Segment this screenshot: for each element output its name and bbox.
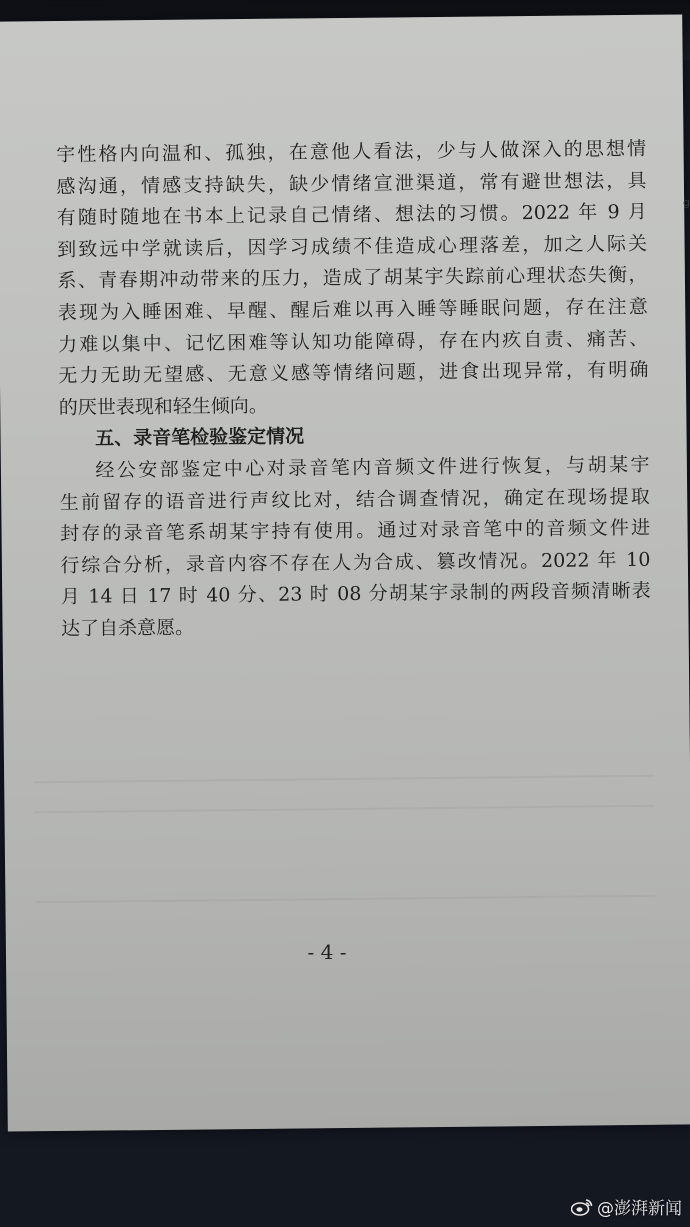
body-line: 系、青春期冲动带来的压力，造成了胡某宇失踪前心理状态失衡， (57, 264, 648, 293)
body-line: 的厌世表现和轻生倾向。 (58, 394, 268, 419)
section-line: 生前留存的语音进行声纹比对，结合调查情况，确定在现场提取 (59, 485, 650, 514)
watermark (571, 1194, 682, 1219)
body-line: 宇性格内向温和、孤独，在意他人看法，少与人做深入的思想情 (56, 137, 647, 166)
body-line: 表现为入睡困难、早醒、醒后难以再入睡等睡眠问题，存在注意 (57, 295, 648, 324)
section-line: 封存的录音笔系胡某宇持有使用。通过对录音笔中的音频文件进 (60, 516, 651, 546)
section-line: 经公安部鉴定中心对录音笔内音频文件进行恢复，与胡某宇 (95, 453, 650, 482)
section-line: 达了自杀意愿。 (61, 616, 195, 640)
watermark-text: @澎湃新闻 (597, 1199, 682, 1219)
section-line: 行综合分析，录音内容不存在人为合成、篡改情况。2022 年 10 (60, 548, 651, 577)
section-heading: 五、录音笔检验鉴定情况 (95, 425, 305, 450)
body-line: 感沟通，情感支持缺失，缺少情绪宣泄渠道，常有避世想法，具 (56, 169, 647, 198)
edge-text: g (683, 196, 690, 209)
body-line: 力难以集中、记忆困难等认知功能障碍，存在内疚自责、痛苦、 (58, 327, 649, 356)
document-body (56, 134, 651, 646)
body-line: 有随时随地在书本上记录自己情绪、想法的习惯。2022 年 9 月 (56, 201, 647, 230)
body-line: 到致远中学就读后，因学习成绩不佳造成心理落差，加之人际关 (57, 232, 648, 261)
body-line: 无力无助无望感、无意义感等情绪问题，进食出现异常，有明确 (58, 358, 649, 388)
section-line: 月 14 日 17 时 40 分、23 时 08 分胡某宇录制的两段音频清晰表 (60, 580, 651, 609)
page-number: - 4 - (307, 940, 347, 964)
weibo-icon (571, 1198, 593, 1216)
